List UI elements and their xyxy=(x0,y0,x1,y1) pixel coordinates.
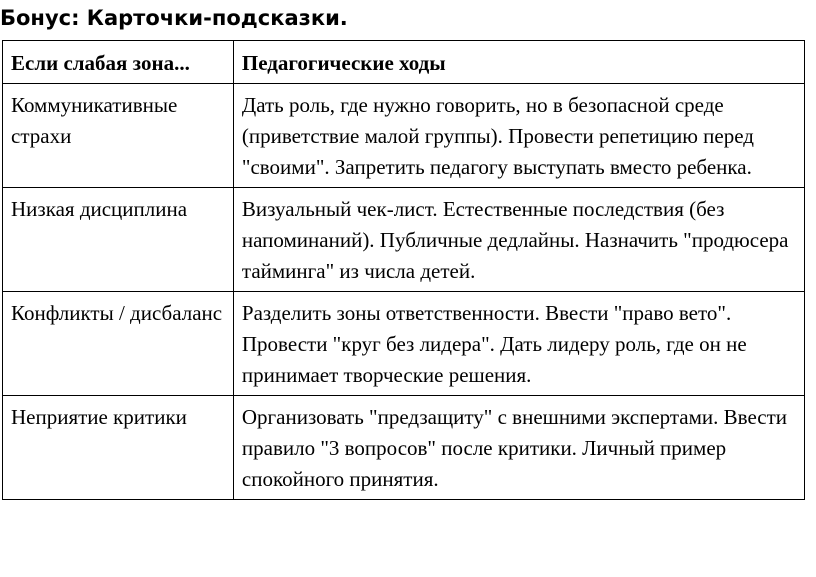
pedagogical-moves-cell: Дать роль, где нужно говорить, но в безопасной среде (приветствие малой группы). Провести репетицию перед "своими". Запретить педагогу выступать вместо ребенка. xyxy=(233,84,804,188)
page-title: Бонус: Карточки-подсказки. xyxy=(0,6,348,30)
column-header-pedagogical-moves: Педагогические ходы xyxy=(233,41,804,84)
hint-cards-table xyxy=(2,40,805,500)
table-row xyxy=(3,292,805,396)
pedagogical-moves-cell: Организовать "предзащиту" с внешними экспертами. Ввести правило "3 вопросов" после критики. Личный пример спокойного принятия. xyxy=(233,396,804,500)
pedagogical-moves-cell: Разделить зоны ответственности. Ввести "право вето". Провести "круг без лидера". Дать лидеру роль, где он не принимает творческие решения. xyxy=(233,292,804,396)
pedagogical-moves-cell: Визуальный чек-лист. Естественные последствия (без напоминаний). Публичные дедлайны. Назначить "продюсера тайминга" из числа детей. xyxy=(233,188,804,292)
table-header-row xyxy=(3,41,805,84)
weak-zone-cell: Неприятие критики xyxy=(3,396,234,500)
weak-zone-cell: Коммуникативные страхи xyxy=(3,84,234,188)
table-row xyxy=(3,84,805,188)
weak-zone-cell: Низкая дисциплина xyxy=(3,188,234,292)
table-row xyxy=(3,188,805,292)
weak-zone-cell: Конфликты / дисбаланс xyxy=(3,292,234,396)
table-row xyxy=(3,396,805,500)
column-header-weak-zone: Если слабая зона... xyxy=(3,41,234,84)
